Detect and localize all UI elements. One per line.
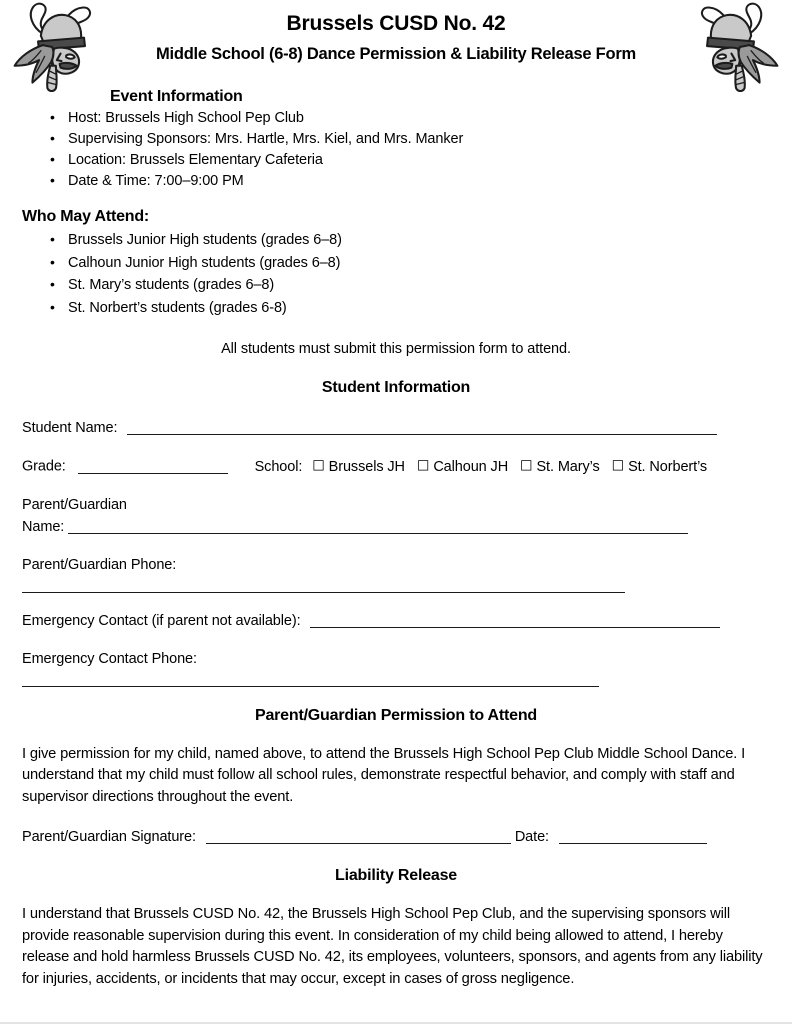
list-item: • Supervising Sponsors: Mrs. Hartle, Mrs. Kiel, and Mrs. Manker bbox=[68, 129, 770, 150]
document-header bbox=[0, 0, 792, 88]
checkbox-st-marys[interactable]: ☐ bbox=[520, 457, 533, 473]
grade-input[interactable] bbox=[78, 461, 228, 474]
page-subtitle: Middle School (6-8) Dance Permission & Liability Release Form bbox=[156, 45, 636, 64]
liability-release-body-text: I understand that Brussels CUSD No. 42, the Brussels High School Pep Club, and the supervising sponsors will provide reasonable supervision during this event. In consideration of my child being allowed to attend, I hereby release and hold harmless Brussels CUSD No. 42, its employees, volunteers, sponsors, and agents from any liability for injuries, accidents, or incidents that may occur, except in cases of gross negligence. bbox=[22, 906, 763, 987]
school-option-label: St. Mary’s bbox=[536, 458, 600, 475]
parent-name-input[interactable] bbox=[68, 521, 688, 534]
checkbox-calhoun-jh[interactable]: ☐ bbox=[416, 457, 430, 473]
parent-phone-input[interactable] bbox=[22, 591, 625, 593]
signature-label: Parent/Guardian Signature: bbox=[22, 829, 196, 845]
page-title: Brussels CUSD No. 42 bbox=[286, 12, 506, 35]
emergency-phone-input[interactable] bbox=[22, 685, 599, 687]
emergency-phone-label: Emergency Contact Phone: bbox=[22, 650, 197, 667]
parent-phone-label-row bbox=[22, 555, 770, 575]
list-item: • Calhoun Junior High students (grades 6–8) bbox=[68, 252, 770, 275]
school-label: School: bbox=[254, 458, 303, 475]
student-name-label: Student Name: bbox=[22, 420, 118, 436]
title-block bbox=[110, 12, 682, 65]
emergency-contact-input[interactable] bbox=[310, 615, 720, 628]
list-item: • Location: Brussels Elementary Cafeteria bbox=[68, 150, 770, 171]
section-permission bbox=[22, 707, 770, 848]
student-information-heading: Student Information bbox=[321, 379, 471, 396]
document-body bbox=[0, 88, 792, 990]
section-who-may-attend bbox=[22, 208, 770, 357]
section-student-information bbox=[22, 379, 770, 687]
permission-body-text: I give permission for my child, named above, to attend the Brussels High School Pep Club Middle School Dance. I understand that my child must follow all school rules, demonstrate respectful behavior, and comply with staff and supervisor directions throughout the event. bbox=[22, 745, 746, 805]
list-item: • St. Mary’s students (grades 6–8) bbox=[68, 274, 770, 297]
viking-mascot-logo-right bbox=[690, 2, 786, 92]
date-label: Date: bbox=[514, 829, 549, 845]
date-input[interactable] bbox=[559, 831, 707, 844]
signature-input[interactable] bbox=[206, 831, 511, 844]
school-option-label: Calhoun JH bbox=[433, 458, 509, 475]
parent-name-row bbox=[22, 517, 770, 537]
parent-phone-label: Parent/Guardian Phone: bbox=[22, 556, 177, 573]
list-item: • Brussels Junior High students (grades 6–8) bbox=[68, 229, 770, 252]
who-may-attend-heading: Who May Attend: bbox=[22, 208, 150, 225]
who-may-attend-list bbox=[22, 229, 770, 319]
emergency-phone-label-row bbox=[22, 649, 770, 669]
student-name-input[interactable] bbox=[127, 422, 717, 435]
viking-mascot-logo-left bbox=[6, 2, 102, 92]
list-item: • Host: Brussels High School Pep Club bbox=[68, 108, 770, 129]
section-event-information bbox=[22, 88, 770, 192]
grade-school-row bbox=[22, 455, 770, 477]
list-item: • Date & Time: 7:00–9:00 PM bbox=[68, 171, 770, 192]
emergency-contact-row bbox=[22, 611, 770, 631]
checkbox-st-norberts[interactable]: ☐ bbox=[611, 457, 625, 473]
section-liability-release bbox=[22, 867, 770, 990]
checkbox-brussels-jh[interactable]: ☐ bbox=[312, 457, 325, 473]
liability-release-heading: Liability Release bbox=[335, 867, 457, 884]
parent-name-label: Name: bbox=[22, 518, 65, 535]
event-information-list bbox=[22, 108, 770, 192]
school-option-label: St. Norbert’s bbox=[628, 458, 708, 475]
parent-name-label-line1: Parent/Guardian bbox=[22, 496, 127, 513]
signature-row bbox=[22, 827, 770, 847]
submission-note: All students must submit this permission form to attend. bbox=[221, 341, 571, 357]
student-name-row bbox=[22, 418, 770, 438]
school-option-label: Brussels JH bbox=[328, 458, 405, 475]
list-item: • St. Norbert’s students (grades 6-8) bbox=[68, 297, 770, 320]
emergency-contact-label: Emergency Contact (if parent not available): bbox=[22, 612, 301, 629]
permission-heading: Parent/Guardian Permission to Attend bbox=[254, 706, 538, 724]
grade-label: Grade: bbox=[22, 458, 66, 475]
event-information-heading: Event Information bbox=[110, 88, 243, 105]
